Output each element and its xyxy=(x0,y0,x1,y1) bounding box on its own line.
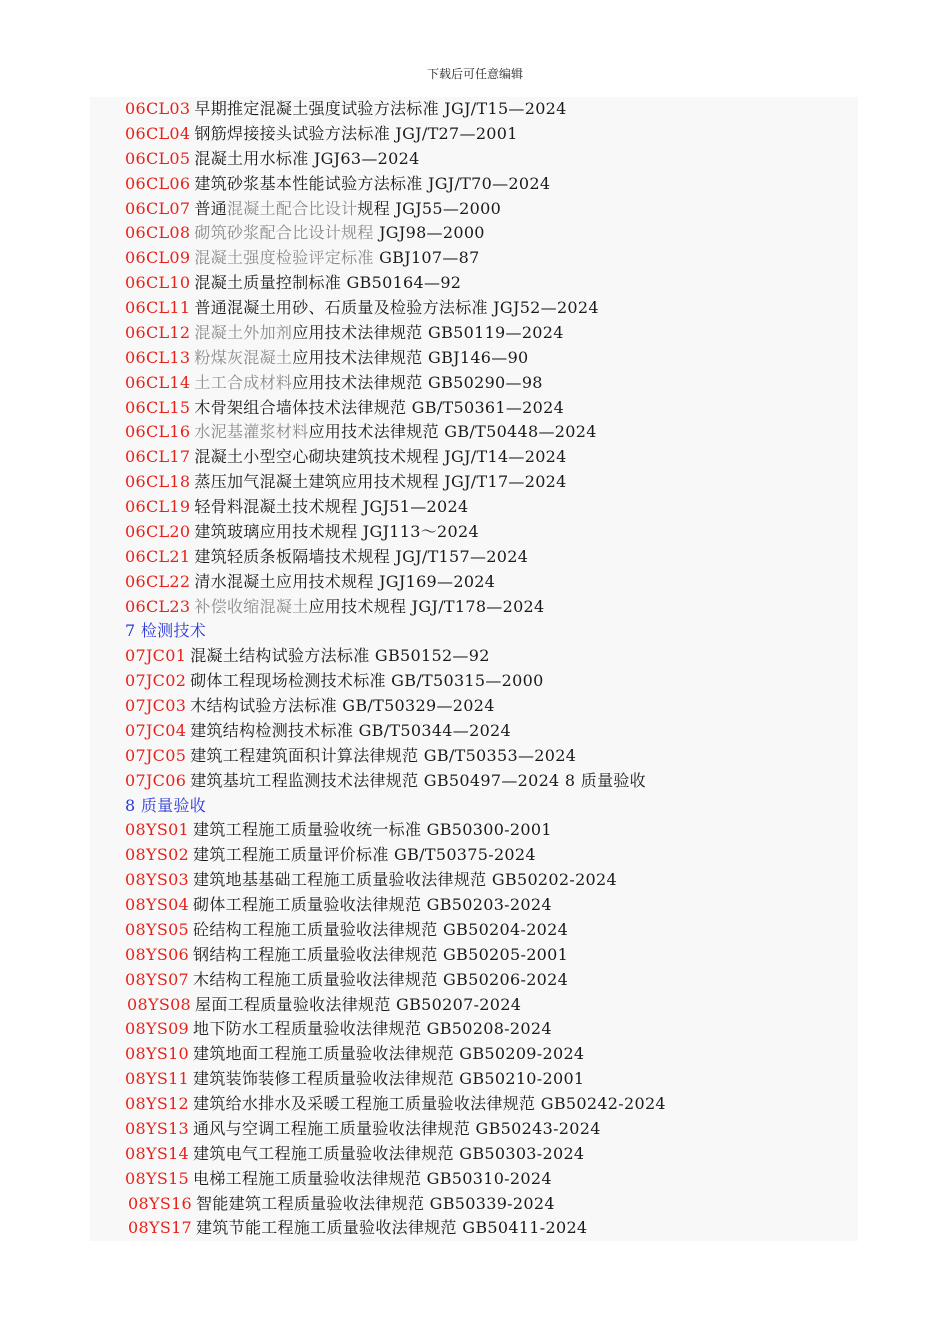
standard-title-gray: 水泥基灌浆材料 xyxy=(194,422,309,442)
standard-entry xyxy=(125,147,858,172)
standard-code: 06CL08 xyxy=(125,223,191,243)
standard-code: 06CL17 xyxy=(125,447,191,467)
standard-code: 06CL05 xyxy=(125,148,191,168)
standard-number: 规程 JGJ55—2000 xyxy=(357,198,502,218)
section-heading xyxy=(125,794,858,819)
standard-entry xyxy=(125,644,858,669)
standard-code: 08YS09 xyxy=(125,1019,190,1039)
standard-title: 混凝土小型空心砌块建筑技术规程 xyxy=(194,447,439,467)
standard-title: 清水混凝土应用技术规程 xyxy=(194,571,374,591)
standard-code: 08YS04 xyxy=(125,895,190,914)
standard-code: 08YS05 xyxy=(125,919,190,939)
standard-code: 08YS08 xyxy=(127,994,192,1014)
standard-code: 06CL18 xyxy=(125,472,191,492)
standard-number: GBJ107—87 xyxy=(373,248,480,268)
standard-code: 08YS11 xyxy=(125,1069,190,1089)
standard-code: 06CL04 xyxy=(125,123,191,143)
standard-entry xyxy=(125,993,858,1018)
standard-number: GB50497—2024 8 质量验收 xyxy=(418,770,646,790)
standard-entry xyxy=(125,495,858,520)
standard-code: 08YS06 xyxy=(125,944,190,964)
standard-number: JGJ63—2024 xyxy=(308,148,420,168)
standard-entry xyxy=(125,1117,858,1142)
standard-title: 砌体工程现场检测技术标准 xyxy=(190,671,386,691)
standard-title: 建筑基坑工程监测技术法律规范 xyxy=(190,770,419,790)
standard-title: 混凝土质量控制标准 xyxy=(194,273,342,293)
standard-number: JGJ98—2000 xyxy=(373,223,485,243)
standard-number: JGJ/T15—2024 xyxy=(438,99,567,118)
standard-entry xyxy=(125,769,858,794)
standard-code: 06CL14 xyxy=(125,372,191,392)
standard-code: 06CL03 xyxy=(125,99,191,118)
standard-number: GB50204-2024 xyxy=(437,919,569,939)
standard-number: GB50339-2024 xyxy=(424,1193,555,1213)
standard-number: GB50206-2024 xyxy=(437,969,569,989)
standard-code: 08YS16 xyxy=(128,1193,193,1213)
standard-number: GB50310-2024 xyxy=(421,1168,552,1188)
standard-title-gray: 混凝土强度检验评定标准 xyxy=(194,248,374,268)
standard-entry xyxy=(125,1192,858,1217)
standard-entry xyxy=(125,744,858,769)
standard-title: 通风与空调工程施工质量验收法律规范 xyxy=(193,1118,471,1138)
section-title: 7 检测技术 xyxy=(125,621,207,641)
standard-number: GB50209-2024 xyxy=(453,1044,585,1064)
standard-code: 07JC02 xyxy=(125,671,187,691)
standard-entry xyxy=(125,321,858,346)
standard-title: 建筑结构检测技术标准 xyxy=(190,720,354,740)
standard-number: 应用技术规程 JGJ/T178—2024 xyxy=(308,596,545,616)
standard-number: GB50203-2024 xyxy=(421,895,552,914)
standard-code: 08YS13 xyxy=(125,1118,190,1138)
standard-code: 08YS10 xyxy=(125,1044,190,1064)
standard-code: 07JC05 xyxy=(125,745,187,765)
standard-number: GB/T50344—2024 xyxy=(353,720,512,740)
page-header: 下载后可任意编辑 xyxy=(426,67,523,81)
standard-number: GB50300-2001 xyxy=(421,820,552,840)
standard-title: 钢筋焊接接头试验方法标准 xyxy=(194,123,390,143)
standard-title: 建筑给水排水及采暖工程施工质量验收法律规范 xyxy=(193,1094,536,1113)
standard-number: GB50243-2024 xyxy=(470,1118,601,1138)
standard-number: 应用技术法律规范 GB50119—2024 xyxy=(292,322,564,342)
standard-entry xyxy=(125,843,858,868)
standard-number: JGJ/T14—2024 xyxy=(438,447,567,467)
standard-entry xyxy=(125,1216,858,1241)
standard-entry xyxy=(125,818,858,843)
standard-number: GB50210-2001 xyxy=(453,1069,585,1089)
standard-entry xyxy=(125,371,858,396)
standard-number: GB/T50315—2000 xyxy=(385,671,544,691)
standard-entry xyxy=(125,1142,858,1167)
standard-number: GB/T50329—2024 xyxy=(336,696,495,715)
standard-entry xyxy=(125,893,858,918)
standard-number: GB50205-2001 xyxy=(437,944,569,964)
standard-title: 地下防水工程质量验收法律规范 xyxy=(193,1019,422,1039)
standard-number: 应用技术法律规范 GBJ146—90 xyxy=(292,347,529,367)
standard-number: JGJ/T70—2024 xyxy=(422,173,551,193)
standard-code: 06CL23 xyxy=(125,596,191,616)
standard-number: GB50242-2024 xyxy=(535,1094,666,1113)
standard-title: 建筑装饰装修工程质量验收法律规范 xyxy=(193,1069,454,1089)
standard-number: GB50208-2024 xyxy=(421,1019,552,1039)
standard-code: 06CL09 xyxy=(125,248,191,268)
standard-title: 普通混凝土用砂、石质量及检验方法标准 xyxy=(194,298,488,317)
standard-entry xyxy=(125,719,858,744)
standard-entry xyxy=(125,246,858,271)
standard-title: 木骨架组合墙体技术法律规范 xyxy=(194,397,407,417)
section-title: 8 质量验收 xyxy=(125,795,207,815)
standard-number: GB50164—92 xyxy=(341,273,462,293)
standard-title: 混凝土用水标准 xyxy=(194,148,309,168)
standard-title: 砼结构工程施工质量验收法律规范 xyxy=(193,919,438,939)
standard-code: 06CL12 xyxy=(125,322,191,342)
standard-entry xyxy=(125,1067,858,1092)
standard-title: 建筑轻质条板隔墙技术规程 xyxy=(194,546,390,566)
standard-entry xyxy=(125,520,858,545)
standard-title-gray: 砌筑砂浆配合比设计规程 xyxy=(194,223,374,243)
standard-entry xyxy=(125,420,858,445)
standard-entry xyxy=(125,1167,858,1192)
standard-code: 06CL11 xyxy=(125,298,191,317)
standard-title: 智能建筑工程质量验收法律规范 xyxy=(196,1193,425,1213)
standard-title: 建筑地基基础工程施工质量验收法律规范 xyxy=(193,870,487,890)
standard-code: 08YS17 xyxy=(128,1218,193,1238)
standard-title: 屋面工程质量验收法律规范 xyxy=(195,994,391,1014)
standard-number: GB50411-2024 xyxy=(456,1218,588,1238)
standard-entry xyxy=(125,296,858,321)
standard-entry xyxy=(125,943,858,968)
standard-title: 建筑玻璃应用技术规程 xyxy=(194,521,358,541)
standard-title-gray: 粉煤灰混凝土 xyxy=(194,347,293,367)
standard-code: 06CL19 xyxy=(125,497,191,516)
standard-title: 砌体工程施工质量验收法律规范 xyxy=(193,895,422,914)
standard-entry xyxy=(125,694,858,719)
standard-title: 建筑地面工程施工质量验收法律规范 xyxy=(193,1044,454,1064)
standard-entry xyxy=(125,545,858,570)
standard-title: 混凝土结构试验方法标准 xyxy=(190,646,370,666)
standard-title: 普通 xyxy=(194,198,227,218)
standard-code: 08YS12 xyxy=(125,1094,190,1113)
standard-title: 建筑电气工程施工质量验收法律规范 xyxy=(193,1143,454,1163)
standard-code: 08YS15 xyxy=(125,1168,190,1188)
standard-code: 06CL21 xyxy=(125,546,191,566)
standard-entry xyxy=(125,1042,858,1067)
standard-number: GB50152—92 xyxy=(369,646,490,666)
standard-title: 木结构试验方法标准 xyxy=(190,696,337,715)
standard-number: 应用技术法律规范 GB/T50448—2024 xyxy=(308,422,597,442)
standard-number: 应用技术法律规范 GB50290—98 xyxy=(292,372,543,392)
standard-code: 07JC04 xyxy=(125,720,187,740)
standard-entry xyxy=(125,122,858,147)
standard-entry xyxy=(125,445,858,470)
standard-entry xyxy=(125,669,858,694)
standard-title-gray: 混凝土外加剂 xyxy=(194,322,293,342)
standard-title: 建筑砂浆基本性能试验方法标准 xyxy=(194,173,423,193)
standard-number: JGJ51—2024 xyxy=(357,497,469,516)
standard-code: 06CL20 xyxy=(125,521,191,541)
standard-code: 06CL13 xyxy=(125,347,191,367)
standard-code: 08YS01 xyxy=(125,820,190,840)
standard-number: JGJ52—2024 xyxy=(487,298,599,317)
standard-title: 电梯工程施工质量验收法律规范 xyxy=(193,1168,422,1188)
standard-title: 轻骨料混凝土技术规程 xyxy=(194,497,358,516)
section-heading xyxy=(125,619,858,644)
standard-entry xyxy=(125,172,858,197)
standard-code: 07JC03 xyxy=(125,696,187,715)
standards-list xyxy=(125,97,858,1241)
standard-title: 建筑工程施工质量评价标准 xyxy=(193,845,389,865)
standard-title: 建筑工程施工质量验收统一标准 xyxy=(193,820,422,840)
standard-entry xyxy=(125,918,858,943)
standard-entry xyxy=(125,1017,858,1042)
standard-code: 06CL06 xyxy=(125,173,191,193)
standard-title-gray: 补偿收缩混凝土 xyxy=(194,596,309,616)
standard-number: JGJ/T17—2024 xyxy=(438,472,567,492)
standard-number: JGJ169—2024 xyxy=(373,571,496,591)
standard-title: 木结构工程施工质量验收法律规范 xyxy=(193,969,438,989)
standard-title-gray: 混凝土配合比设计 xyxy=(227,198,358,218)
standard-number: JGJ/T157—2024 xyxy=(390,546,529,566)
standard-title: 建筑节能工程施工质量验收法律规范 xyxy=(196,1218,457,1238)
standard-code: 06CL16 xyxy=(125,422,191,442)
standard-code: 06CL15 xyxy=(125,397,191,417)
standard-code: 06CL07 xyxy=(125,198,191,218)
standard-entry xyxy=(125,221,858,246)
standard-code: 08YS03 xyxy=(125,870,190,890)
standard-code: 08YS14 xyxy=(125,1143,190,1163)
standard-entry xyxy=(125,1092,858,1117)
standard-entry xyxy=(125,868,858,893)
standard-number: JGJ/T27—2001 xyxy=(390,123,518,143)
standard-code: 06CL22 xyxy=(125,571,191,591)
standard-entry xyxy=(125,968,858,993)
standard-number: GB/T50361—2024 xyxy=(406,397,565,417)
standard-entry xyxy=(125,570,858,595)
standard-number: GB/T50353—2024 xyxy=(418,745,577,765)
standard-number: GB/T50375-2024 xyxy=(388,845,536,865)
standard-code: 08YS02 xyxy=(125,845,190,865)
standard-title: 钢结构工程施工质量验收法律规范 xyxy=(193,944,438,964)
standard-entry xyxy=(125,396,858,421)
standard-title: 早期推定混凝土强度试验方法标准 xyxy=(194,99,439,118)
standard-entry xyxy=(125,197,858,222)
standard-number: GB50202-2024 xyxy=(486,870,618,890)
standard-number: JGJ113～2024 xyxy=(357,521,479,541)
standard-title: 建筑工程建筑面积计算法律规范 xyxy=(190,745,419,765)
standard-number: GB50303-2024 xyxy=(453,1143,585,1163)
standard-entry xyxy=(125,470,858,495)
standard-code: 08YS07 xyxy=(125,969,190,989)
standard-code: 07JC01 xyxy=(125,646,187,666)
standard-code: 06CL10 xyxy=(125,273,191,293)
standard-entry xyxy=(125,346,858,371)
standard-number: GB50207-2024 xyxy=(390,994,522,1014)
standard-title: 蒸压加气混凝土建筑应用技术规程 xyxy=(194,472,439,492)
standard-entry xyxy=(125,97,858,122)
standard-title-gray: 土工合成材料 xyxy=(194,372,293,392)
standard-code: 07JC06 xyxy=(125,770,187,790)
standard-entry xyxy=(125,271,858,296)
standard-entry xyxy=(125,595,858,620)
